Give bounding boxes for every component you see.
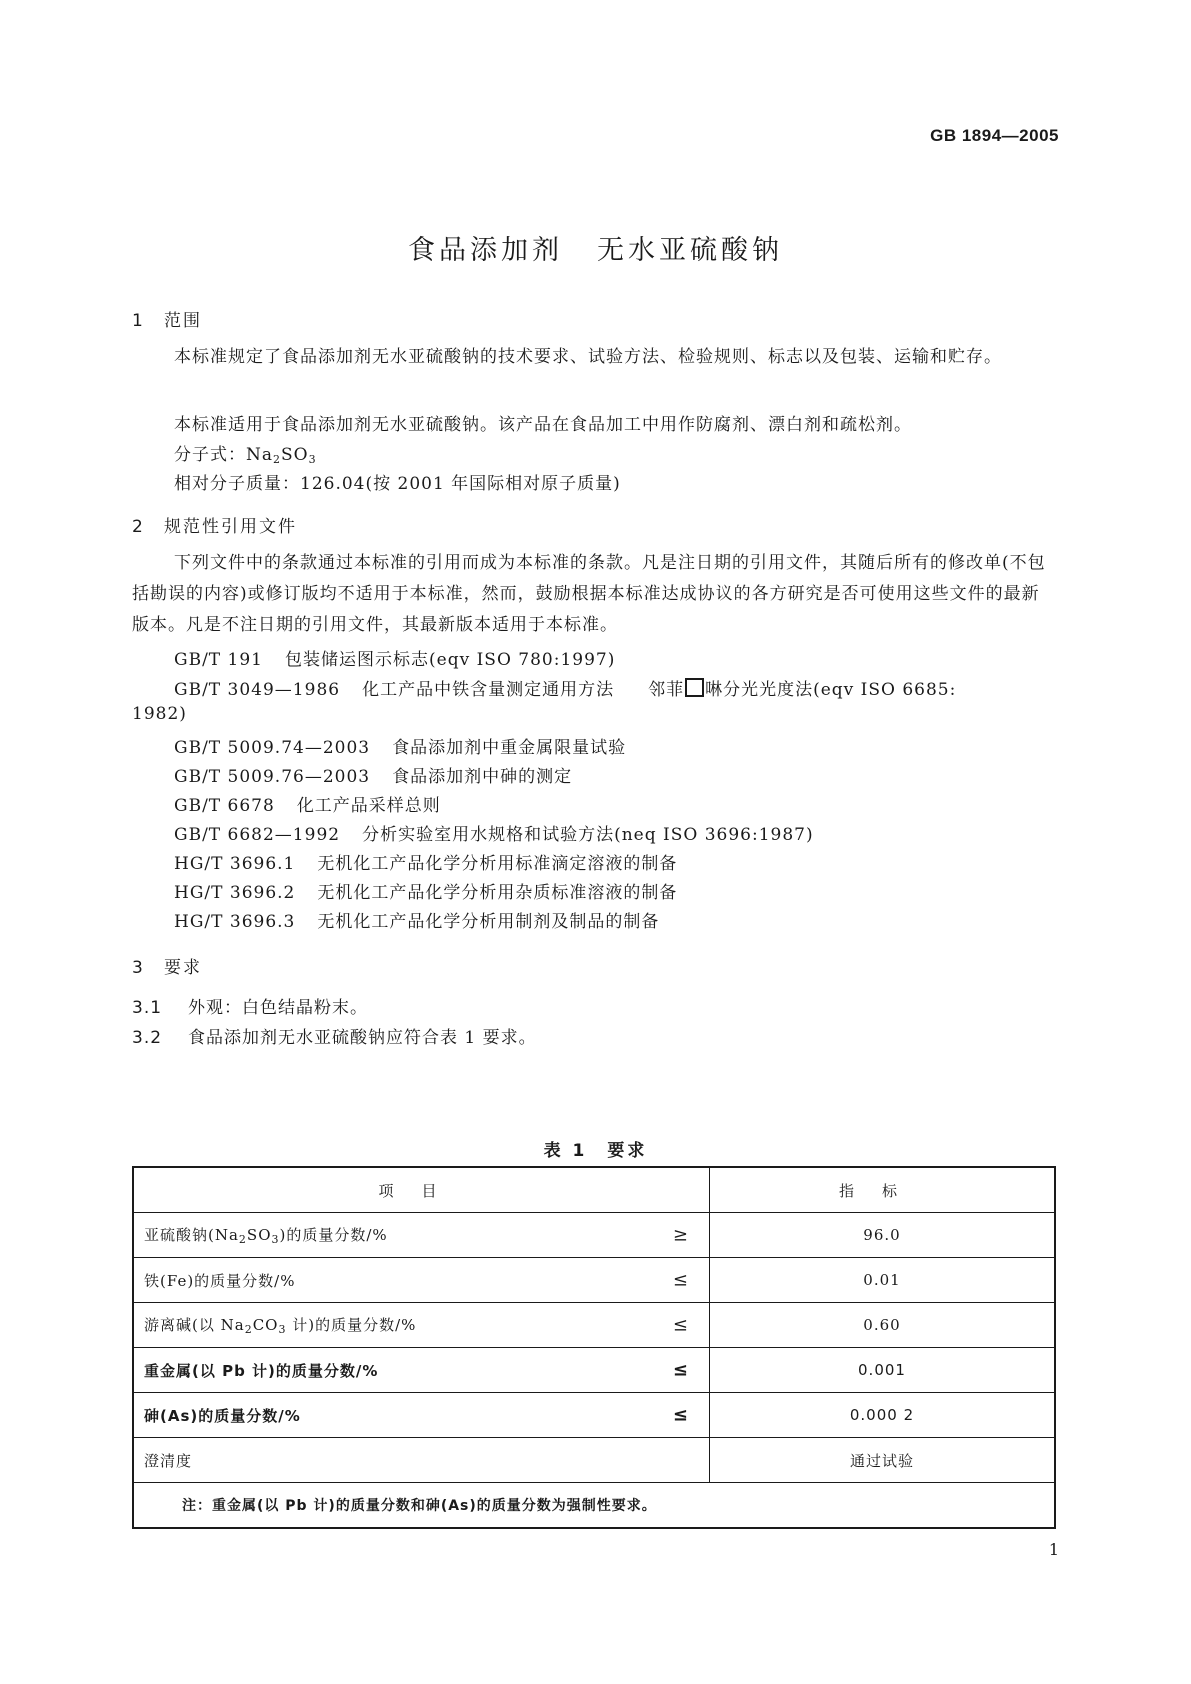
value-cell: 0.001 <box>710 1348 1056 1393</box>
reference-code: GB/T 6682—1992 <box>174 825 341 845</box>
reference-item <box>174 878 677 903</box>
reference-code: GB/T 5009.74—2003 <box>174 738 371 758</box>
reference-code: GB/T 191 <box>174 650 263 670</box>
value-cell: 通过试验 <box>710 1438 1056 1483</box>
value-cell: 96.0 <box>710 1213 1056 1258</box>
reference-item <box>174 907 659 932</box>
table-row <box>133 1438 1055 1483</box>
table-note: 注：重金属(以 Pb 计)的质量分数和砷(As)的质量分数为强制性要求。 <box>133 1483 1055 1529</box>
section-number: 1 <box>132 311 145 331</box>
column-header-value: 指标 <box>710 1167 1056 1213</box>
clause-3-2 <box>132 1023 537 1048</box>
reference-item <box>174 820 814 845</box>
requirements-table <box>132 1166 1056 1529</box>
reference-title: 无机化工产品化学分析用杂质标准溶液的制备 <box>317 883 678 903</box>
missing-glyph-box <box>685 678 704 697</box>
section-title: 规范性引用文件 <box>164 517 297 537</box>
relation-symbol: ≤ <box>672 1269 689 1291</box>
reference-code: HG/T 3696.2 <box>174 883 296 903</box>
reference-code: HG/T 3696.1 <box>174 854 296 874</box>
clause-3-1 <box>132 993 368 1018</box>
column-header-item: 项目 <box>133 1167 710 1213</box>
molecular-formula: 分子式：$Na_2SO_3$ <box>174 445 317 466</box>
reference-continuation: 1982) <box>132 704 187 724</box>
table-row <box>133 1213 1055 1258</box>
molecular-mass: 相对分子质量：126.04(按 2001 年国际相对原子质量) <box>174 474 621 494</box>
item-cell: 重金属(以 Pb 计)的质量分数/% ≤ <box>133 1348 710 1393</box>
references-intro: 下列文件中的条款通过本标准的引用而成为本标准的条款。凡是注日期的引用文件，其随后所有的修改单(不包括勘误的内容)或修订版均不适用于本标准，然而，鼓励根据本标准达成协议的各方研究是否可使用这些文件的最新版本。凡是不注日期的引用文件，其最新版本适用于本标准。 <box>132 553 1046 635</box>
reference-code: GB/T 5009.76—2003 <box>174 767 371 787</box>
reference-item <box>174 762 572 787</box>
page-number: 1 <box>1048 1540 1059 1559</box>
section-3-heading <box>132 953 202 978</box>
reference-title: 包装储运图示标志(eqv ISO 780:1997) <box>285 650 616 670</box>
reference-item <box>174 791 441 816</box>
section-title: 要求 <box>164 958 202 978</box>
item-cell: 铁(Fe)的质量分数/% ≤ <box>133 1258 710 1303</box>
standard-number: GB 1894—2005 <box>930 126 1059 145</box>
scope-paragraph-1: 本标准规定了食品添加剂无水亚硫酸钠的技术要求、试验方法、检验规则、标志以及包装、运输和贮存。 <box>174 347 1002 367</box>
relation-symbol: ≤ <box>672 1359 689 1381</box>
table-row <box>133 1258 1055 1303</box>
reference-code: HG/T 3696.3 <box>174 912 296 932</box>
clause-number: 3.1 <box>132 998 163 1018</box>
relation-symbol: ≤ <box>672 1314 689 1336</box>
table-caption: 表 1 要求 <box>543 1141 648 1161</box>
clause-number: 3.2 <box>132 1028 163 1048</box>
reference-title: 化工产品中铁含量测定通用方法 <box>362 680 615 700</box>
title-part-1: 食品添加剂 <box>408 235 563 266</box>
relation-symbol: ≥ <box>672 1224 689 1246</box>
reference-code: GB/T 6678 <box>174 796 275 816</box>
item-cell: 砷(As)的质量分数/% ≤ <box>133 1393 710 1438</box>
document-title <box>0 228 1191 267</box>
table-note-row <box>133 1483 1055 1529</box>
reference-title: 无机化工产品化学分析用标准滴定溶液的制备 <box>317 854 678 874</box>
section-1-heading <box>132 306 202 331</box>
table-row <box>133 1393 1055 1438</box>
relation-symbol: ≤ <box>672 1404 689 1426</box>
scope-paragraph-2: 本标准适用于食品添加剂无水亚硫酸钠。该产品在食品加工中用作防腐剂、漂白剂和疏松剂。 <box>174 415 912 435</box>
table-row <box>133 1303 1055 1348</box>
reference-title: 分析实验室用水规格和试验方法(neq ISO 3696:1987) <box>362 825 814 845</box>
clause-text: 外观：白色结晶粉末。 <box>188 998 368 1018</box>
section-number: 3 <box>132 958 145 978</box>
table-row <box>133 1348 1055 1393</box>
section-2-heading <box>132 512 297 537</box>
section-number: 2 <box>132 517 145 537</box>
section-title: 范围 <box>164 311 202 331</box>
reference-item <box>174 849 677 874</box>
reference-code: GB/T 3049—1986 <box>174 680 341 700</box>
reference-item: GB/T 3049—1986 化工产品中铁含量测定通用方法 邻菲 啉分光光度法(eqv ISO 6685: <box>174 680 957 700</box>
reference-title: 化工产品采样总则 <box>296 796 441 816</box>
reference-item <box>174 733 626 758</box>
item-cell: 澄清度 <box>133 1438 710 1483</box>
reference-title: 食品添加剂中砷的测定 <box>392 767 573 787</box>
value-cell: 0.01 <box>710 1258 1056 1303</box>
reference-title: 无机化工产品化学分析用制剂及制品的制备 <box>317 912 660 932</box>
value-cell: 0.000 2 <box>710 1393 1056 1438</box>
reference-title: 食品添加剂中重金属限量试验 <box>392 738 627 758</box>
title-part-2: 无水亚硫酸钠 <box>597 235 783 266</box>
clause-text: 食品添加剂无水亚硫酸钠应符合表 1 要求。 <box>188 1028 537 1048</box>
item-cell: 亚硫酸钠$(Na_2SO_3)$的质量分数/% ≥ <box>133 1213 710 1258</box>
item-cell: 游离碱(以 $Na_2CO_3$ 计)的质量分数/% ≤ <box>133 1303 710 1348</box>
value-cell: 0.60 <box>710 1303 1056 1348</box>
table-header-row <box>133 1167 1055 1213</box>
reference-item <box>174 645 615 670</box>
